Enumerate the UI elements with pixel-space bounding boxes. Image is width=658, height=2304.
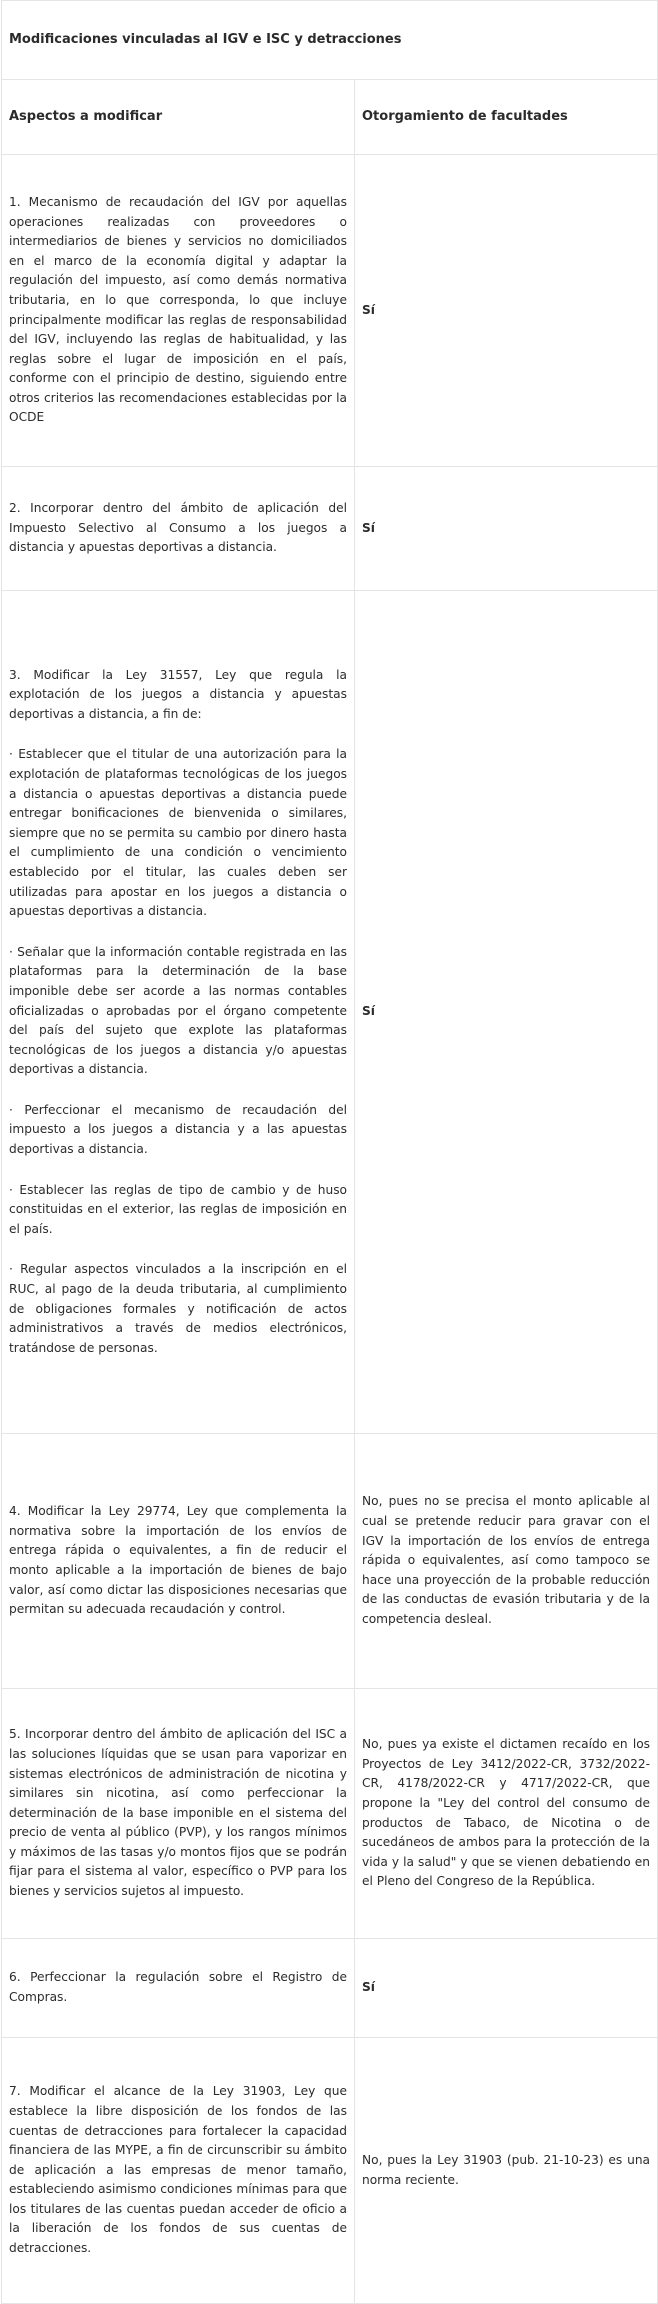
aspect-cell: [2, 591, 355, 1434]
aspect-text: 4. Modificar la Ley 29774, Ley que complementa la normativa sobre la importación de los envíos de entrega rápida o equivalentes, a fin de reducir el monto aplicable a la importación de bienes de bajo valor, así como dictar las disposiciones necesarias que permitan su adecuada recaudación y control.: [9, 1504, 347, 1617]
aspect-text: 2. Incorporar dentro del ámbito de aplicación del Impuesto Selectivo al Consumo a los juegos a distancia y apuestas deportivas a distancia.: [9, 501, 347, 555]
aspect-bullet: · Señalar que la información contable registrada en las plataformas para la determinación de la base imponible debe ser acorde a las normas contables oficializadas o aprobadas por el órgano competente del país del sujeto que explote las plataformas tecnológicas de los juegos a distancia y/o apuestas deportivas a distancia.: [9, 944, 347, 1077]
table-header-row: [2, 80, 658, 155]
table-row: [2, 1434, 658, 1689]
header-aspect: Aspectos a modificar: [2, 80, 355, 155]
aspect-cell: [2, 1689, 355, 1939]
table-title-row: [2, 1, 658, 80]
document: [1, 0, 657, 2304]
modifications-table: [1, 0, 658, 2304]
aspect-text: 1. Mecanismo de recaudación del IGV por aquellas operaciones realizadas con proveedores o intermediarios de bienes y servicios no domiciliados en el marco de la economía digital y adaptar la regulación del impuesto, así como demás normativa tributaria, en lo que corresponda, lo que incluye principalmente modificar las reglas de responsabilidad del IGV, incluyendo las reglas de habitualidad, y las reglas sobre el lugar de imposición en el país, conforme con el principio de destino, siguiendo entre otros criterios las recomendaciones establecidas por la OCDE: [9, 194, 347, 425]
aspect-bullet: · Establecer que el titular de una autorización para la explotación de plataformas tecnológicas de los juegos a distancia o apuestas deportivas a distancia puede entregar bonificaciones de bienvenida o similares, siempre que no se permita su cambio por dinero hasta el cumplimiento de una condición o vencimiento establecido por el titular, las cuales deben ser utilizadas para apostar en los juegos a distancia o apuestas deportivas a distancia.: [9, 747, 347, 919]
aspect-cell: [2, 1434, 355, 1689]
grant-cell: Sí: [355, 591, 658, 1434]
aspect-bullet: · Perfeccionar el mecanismo de recaudación del impuesto a los juegos a distancia y a las apuestas deportivas a distancia.: [9, 1102, 347, 1157]
grant-cell: No, pues ya existe el dictamen recaído en los Proyectos de Ley 3412/2022-CR, 3732/2022-CR, 4178/2022-CR y 4717/2022-CR, que propone la "Ley del control del consumo de productos de Tabaco, de Nicotina o de sucedáneos de ambos para la protección de la vida y la salud" y que se vienen debatiendo en el Pleno del Congreso de la República.: [355, 1689, 658, 1939]
aspect-cell: [2, 2038, 355, 2304]
grant-cell: Sí: [355, 1939, 658, 2038]
aspect-text: 7. Modificar el alcance de la Ley 31903, Ley que establece la libre disposición de los fondos de las cuentas de detracciones para fortalecer la capacidad financiera de las MYPE, a fin de circunscribir su ámbito de aplicación a las empresas de menor tamaño, estableciendo asimismo condiciones mínimas para que los titulares de las cuentas puedan acceder de oficio a la liberación de los fondos de sus cuentas de detracciones.: [9, 2084, 347, 2256]
grant-cell: No, pues no se precisa el monto aplicable al cual se pretende reducir para gravar con el IGV la importación de los envíos de entrega rápida o equivalentes, así como tampoco se hace una proyección de la probable reducción de las conductas de evasión tributaria y de la competencia desleal.: [355, 1434, 658, 1689]
aspect-text: 6. Perfeccionar la regulación sobre el Registro de Compras.: [9, 1970, 347, 2004]
aspect-cell: [2, 155, 355, 467]
table-title: Modificaciones vinculadas al IGV e ISC y detracciones: [2, 1, 658, 80]
table-row: [2, 155, 658, 467]
aspect-bullet: · Establecer las reglas de tipo de cambio y de huso constituidas en el exterior, las reglas de imposición en el país.: [9, 1182, 347, 1236]
table-row: [2, 591, 658, 1434]
aspect-text: 3. Modificar la Ley 31557, Ley que regula la explotación de los juegos a distancia y apuestas deportivas a distancia, a fin de:: [9, 667, 347, 721]
table-row: [2, 2038, 658, 2304]
grant-cell: Sí: [355, 467, 658, 591]
aspect-cell: [2, 467, 355, 591]
table-row: [2, 1939, 658, 2038]
grant-cell: Sí: [355, 155, 658, 467]
table-row: [2, 467, 658, 591]
table-row: [2, 1689, 658, 1939]
aspect-text: 5. Incorporar dentro del ámbito de aplicación del ISC a las soluciones líquidas que se usan para vaporizar en sistemas electrónicos de administración de nicotina y similares sin nicotina, así como perfeccionar la determinación de la base imponible en el sistema del precio de venta al público (PVP), y los rangos mínimos y máximos de las tasas y/o montos fijos que se podrán fijar para el sistema al valor, específico o PVP para los bienes y servicios sujetos al impuesto.: [9, 1727, 347, 1899]
aspect-bullet: · Regular aspectos vinculados a la inscripción en el RUC, al pago de la deuda tributaria, al cumplimiento de obligaciones formales y notificación de actos administrativos a través de medios electrónicos, tratándose de personas.: [9, 1262, 347, 1355]
aspect-cell: [2, 1939, 355, 2038]
grant-cell: No, pues la Ley 31903 (pub. 21-10-23) es una norma reciente.: [355, 2038, 658, 2304]
header-grant: Otorgamiento de facultades: [355, 80, 658, 155]
